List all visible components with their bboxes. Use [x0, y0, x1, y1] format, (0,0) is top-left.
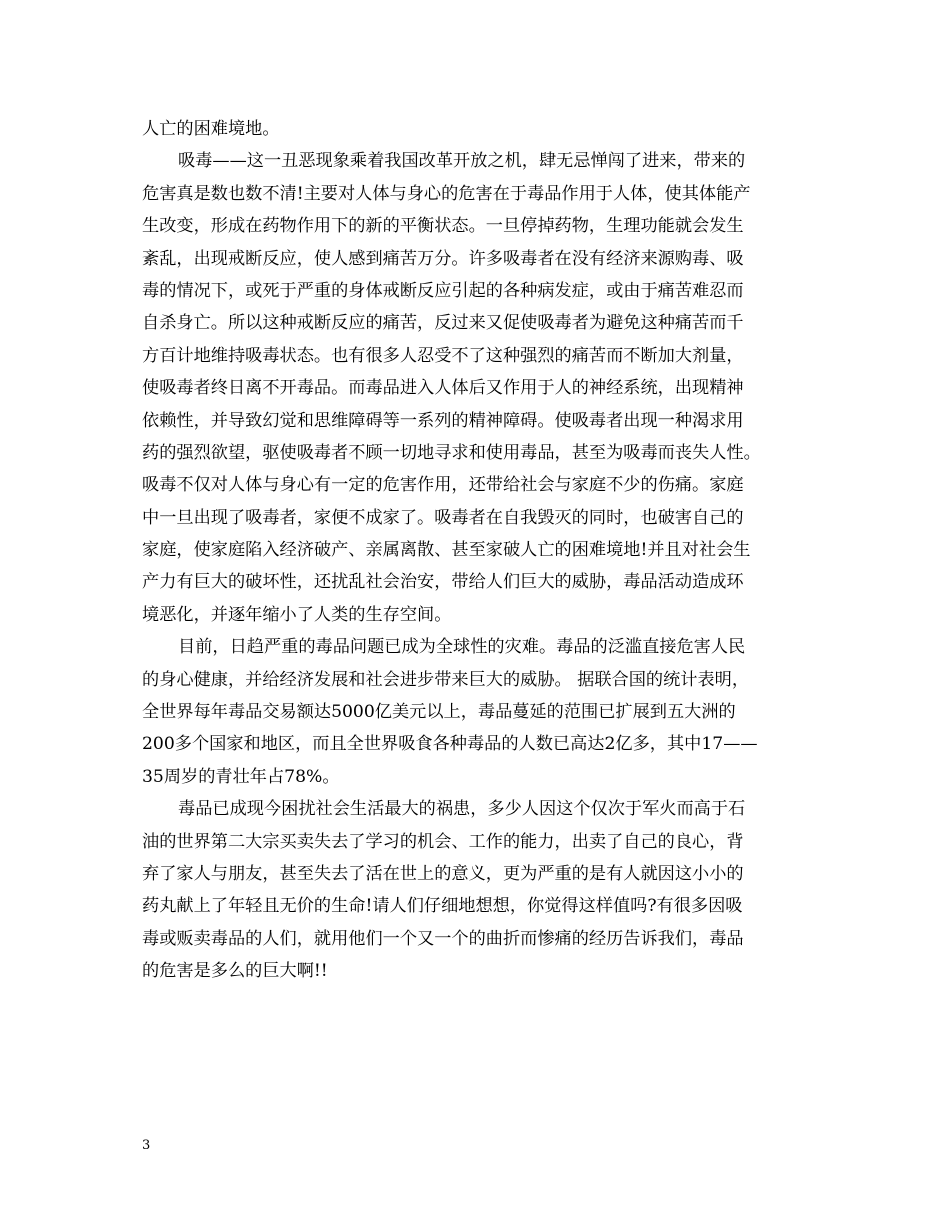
paragraph-2-line: 依赖性，并导致幻觉和思维障碍等一系列的精神障碍。使吸毒者出现一种渴求用 — [142, 410, 744, 431]
paragraph-2-line: 危害真是数也数不清!主要对人体与身心的危害在于毒品作用于人体，使其体能产 — [142, 183, 751, 204]
paragraph-3-line: 35周岁的青壮年占78%。 — [142, 766, 340, 787]
paragraph-4-line: 药丸献上了年轻且无价的生命!请人们仔细地想想，你觉得这样值吗?有很多因吸 — [142, 896, 743, 917]
body-text — [142, 113, 822, 988]
paragraph-2-line: 毒的情况下，或死于严重的身体戒断反应引起的各种病发症，或由于痛苦难忍而 — [142, 280, 744, 301]
paragraph-2-line: 生改变，形成在药物作用下的新的平衡状态。一旦停掉药物，生理功能就会发生 — [142, 216, 744, 237]
paragraph-4-line: 毒品已成现今困扰社会生活最大的祸患，多少人因这个仅次于军火而高于石 — [178, 799, 746, 820]
paragraph-2-line: 紊乱，出现戒断反应，使人感到痛苦万分。许多吸毒者在没有经济来源购毒、吸 — [142, 248, 744, 269]
paragraph-4-line: 毒或贩卖毒品的人们，就用他们一个又一个的曲折而惨痛的经历告诉我们，毒品 — [142, 928, 744, 949]
paragraph-2-line: 药的强烈欲望，驱使吸毒者不顾一切地寻求和使用毒品，甚至为吸毒而丧失人性。 — [142, 442, 761, 463]
paragraph-4-line: 的危害是多么的巨大啊!! — [142, 961, 328, 982]
paragraph-2-line: 产力有巨大的破坏性，还扰乱社会治安，带给人们巨大的威胁，毒品活动造成环 — [142, 572, 744, 593]
paragraph-2-line: 自杀身亡。所以这种戒断反应的痛苦，反过来又促使吸毒者为避免这种痛苦而千 — [142, 313, 744, 334]
paragraph-2-line: 家庭，使家庭陷入经济破产、亲属离散、甚至家破人亡的困难境地!并且对社会生 — [142, 540, 751, 561]
page-number: 3 — [142, 1138, 151, 1153]
paragraph-2-line: 中一旦出现了吸毒者，家便不成家了。吸毒者在自我毁灭的同时，也破害自己的 — [142, 507, 744, 528]
paragraph-3-line: 目前，日趋严重的毒品问题已成为全球性的灾难。毒品的泛滥直接危害人民 — [178, 637, 746, 658]
paragraph-3-line: 的身心健康，并给经济发展和社会进步带来巨大的威胁。 据联合国的统计表明， — [142, 669, 750, 690]
paragraph-2-line: 吸毒——这一丑恶现象乘着我国改革开放之机，肆无忌惮闯了进来，带来的 — [178, 151, 746, 172]
paragraph-3-line: 全世界每年毒品交易额达5000亿美元以上，毒品蔓延的范围已扩展到五大洲的 — [142, 702, 736, 723]
paragraph-4-line: 弃了家人与朋友，甚至失去了活在世上的意义，更为严重的是有人就因这小小的 — [142, 863, 744, 884]
paragraph-3-line: 200多个国家和地区，而且全世界吸食各种毒品的人数已高达2亿多，其中17—— — [142, 734, 758, 755]
paragraph-2-line: 方百计地维持吸毒状态。也有很多人忍受不了这种强烈的痛苦而不断加大剂量， — [142, 345, 744, 366]
paragraph-2-line: 吸毒不仅对人体与身心有一定的危害作用，还带给社会与家庭不少的伤痛。家庭 — [142, 475, 744, 496]
paragraph-2-line: 境恶化，并逐年缩小了人类的生存空间。 — [142, 604, 452, 625]
paragraph-4-line: 油的世界第二大宗买卖失去了学习的机会、工作的能力，出卖了自己的良心，背 — [142, 831, 744, 852]
paragraph-1-line: 人亡的困难境地。 — [142, 119, 280, 139]
paragraph-2-line: 使吸毒者终日离不开毒品。而毒品进入人体后又作用于人的神经系统，出现精神 — [142, 378, 744, 399]
